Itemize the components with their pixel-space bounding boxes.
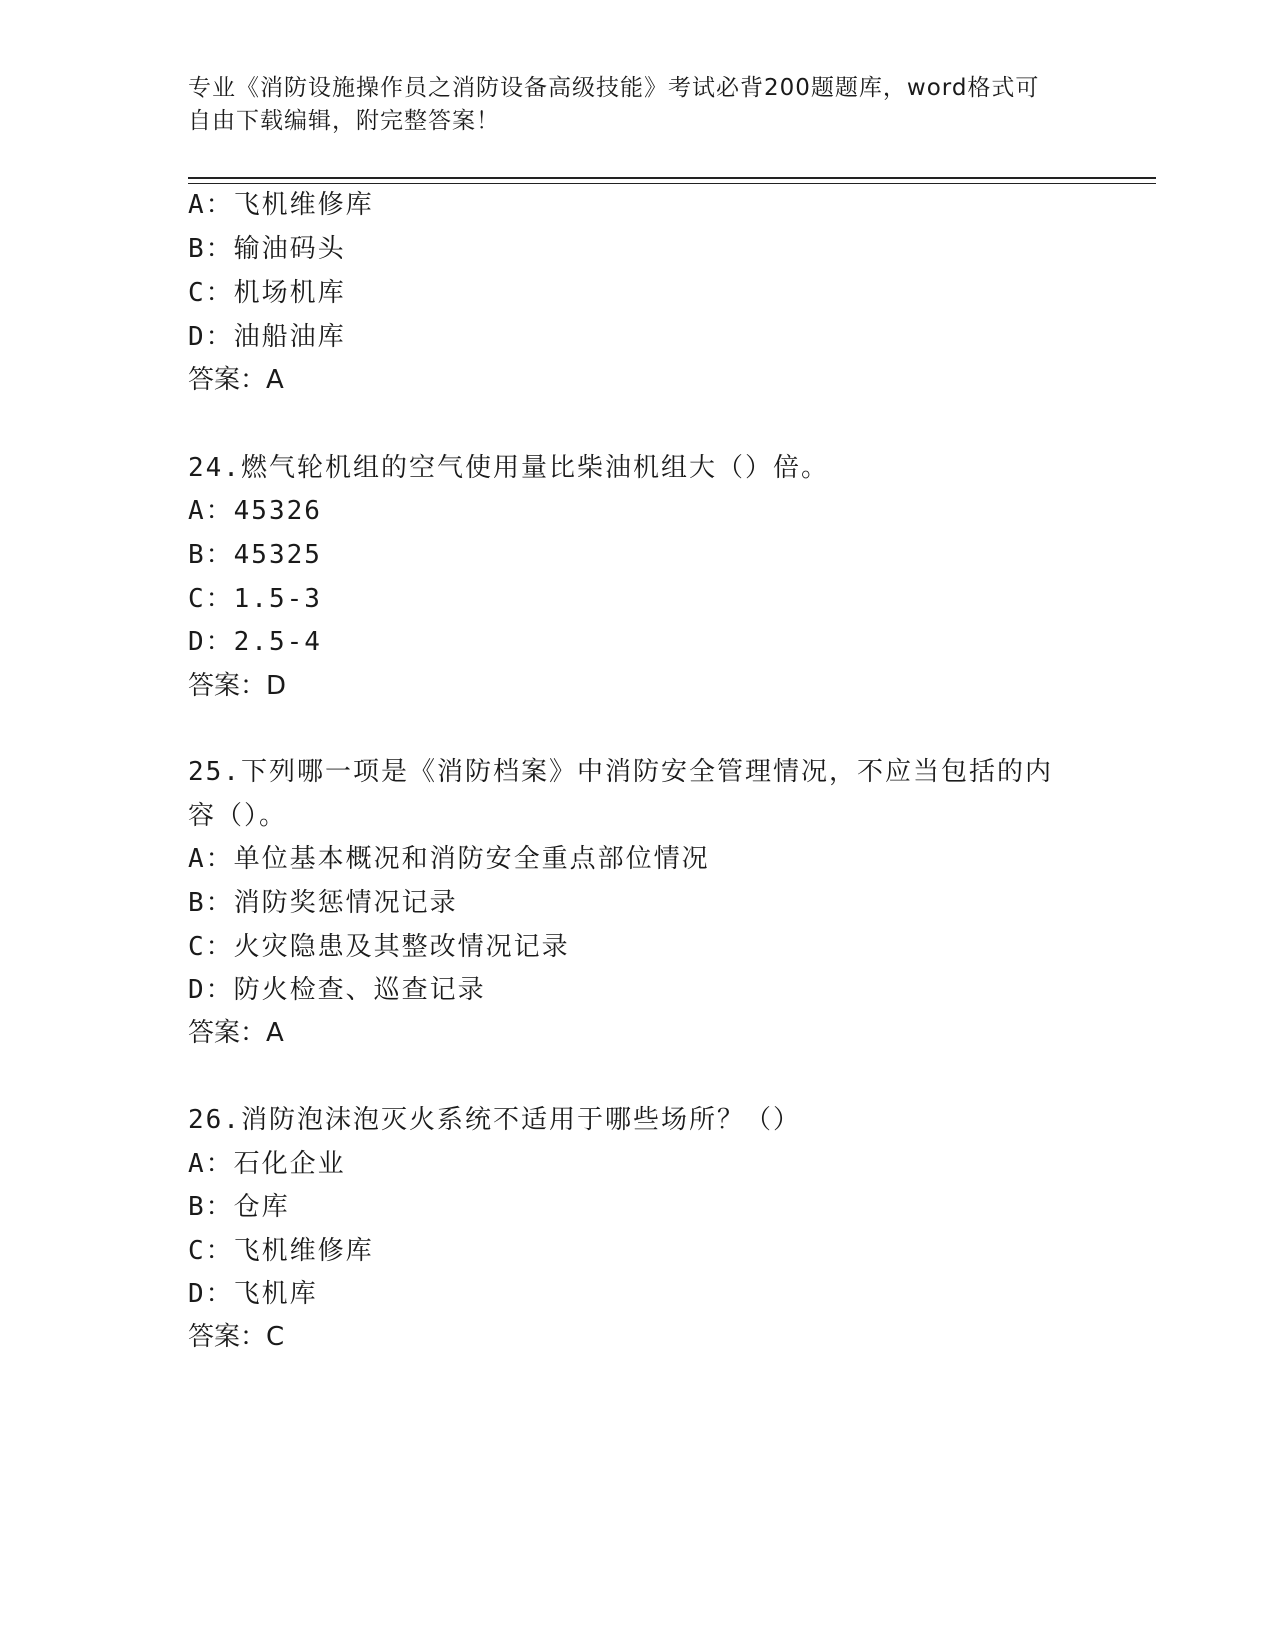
q24-answer: 答案：D xyxy=(188,671,287,701)
q26-option-c: C：飞机维修库 xyxy=(188,1236,374,1266)
q23-option-b: B：输油码头 xyxy=(188,234,346,264)
q25-option-c: C：火灾隐患及其整改情况记录 xyxy=(188,932,570,962)
header-line-1: 专业《消防设施操作员之消防设备高级技能》考试必背200题题库，word格式可 xyxy=(188,75,1040,101)
q24-stem: 24.燃气轮机组的空气使用量比柴油机组大（）倍。 xyxy=(188,453,829,483)
q25-stem-line-1: 25.下列哪一项是《消防档案》中消防安全管理情况，不应当包括的内 xyxy=(188,757,1053,787)
q24-option-b: B：45325 xyxy=(188,540,322,570)
q24-option-c: C：1.5-3 xyxy=(188,584,322,614)
q26-stem: 26.消防泡沫泡灭火系统不适用于哪些场所？（） xyxy=(188,1105,801,1135)
q26-option-a: A：石化企业 xyxy=(188,1149,346,1179)
header-divider-thick xyxy=(188,177,1156,179)
q23-option-c: C：机场机库 xyxy=(188,278,346,308)
q26-option-d: D：飞机库 xyxy=(188,1279,318,1309)
q23-option-d: D：油船油库 xyxy=(188,322,346,352)
header-line-2: 自由下载编辑，附完整答案！ xyxy=(188,108,500,134)
document-header xyxy=(188,72,1088,138)
q23-option-a: A：飞机维修库 xyxy=(188,190,374,220)
q26-option-b: B：仓库 xyxy=(188,1192,290,1222)
q25-stem-line-2: 容（）。 xyxy=(188,801,288,831)
q23-answer: 答案：A xyxy=(188,365,284,395)
q25-option-d: D：防火检查、巡查记录 xyxy=(188,975,486,1005)
q25-option-b: B：消防奖惩情况记录 xyxy=(188,888,458,918)
q26-answer: 答案：C xyxy=(188,1322,285,1352)
q25-option-a: A：单位基本概况和消防安全重点部位情况 xyxy=(188,844,710,874)
header-divider-thin xyxy=(188,183,1156,184)
q24-option-a: A：45326 xyxy=(188,496,322,526)
q24-option-d: D：2.5-4 xyxy=(188,627,322,657)
q25-answer: 答案：A xyxy=(188,1018,284,1048)
